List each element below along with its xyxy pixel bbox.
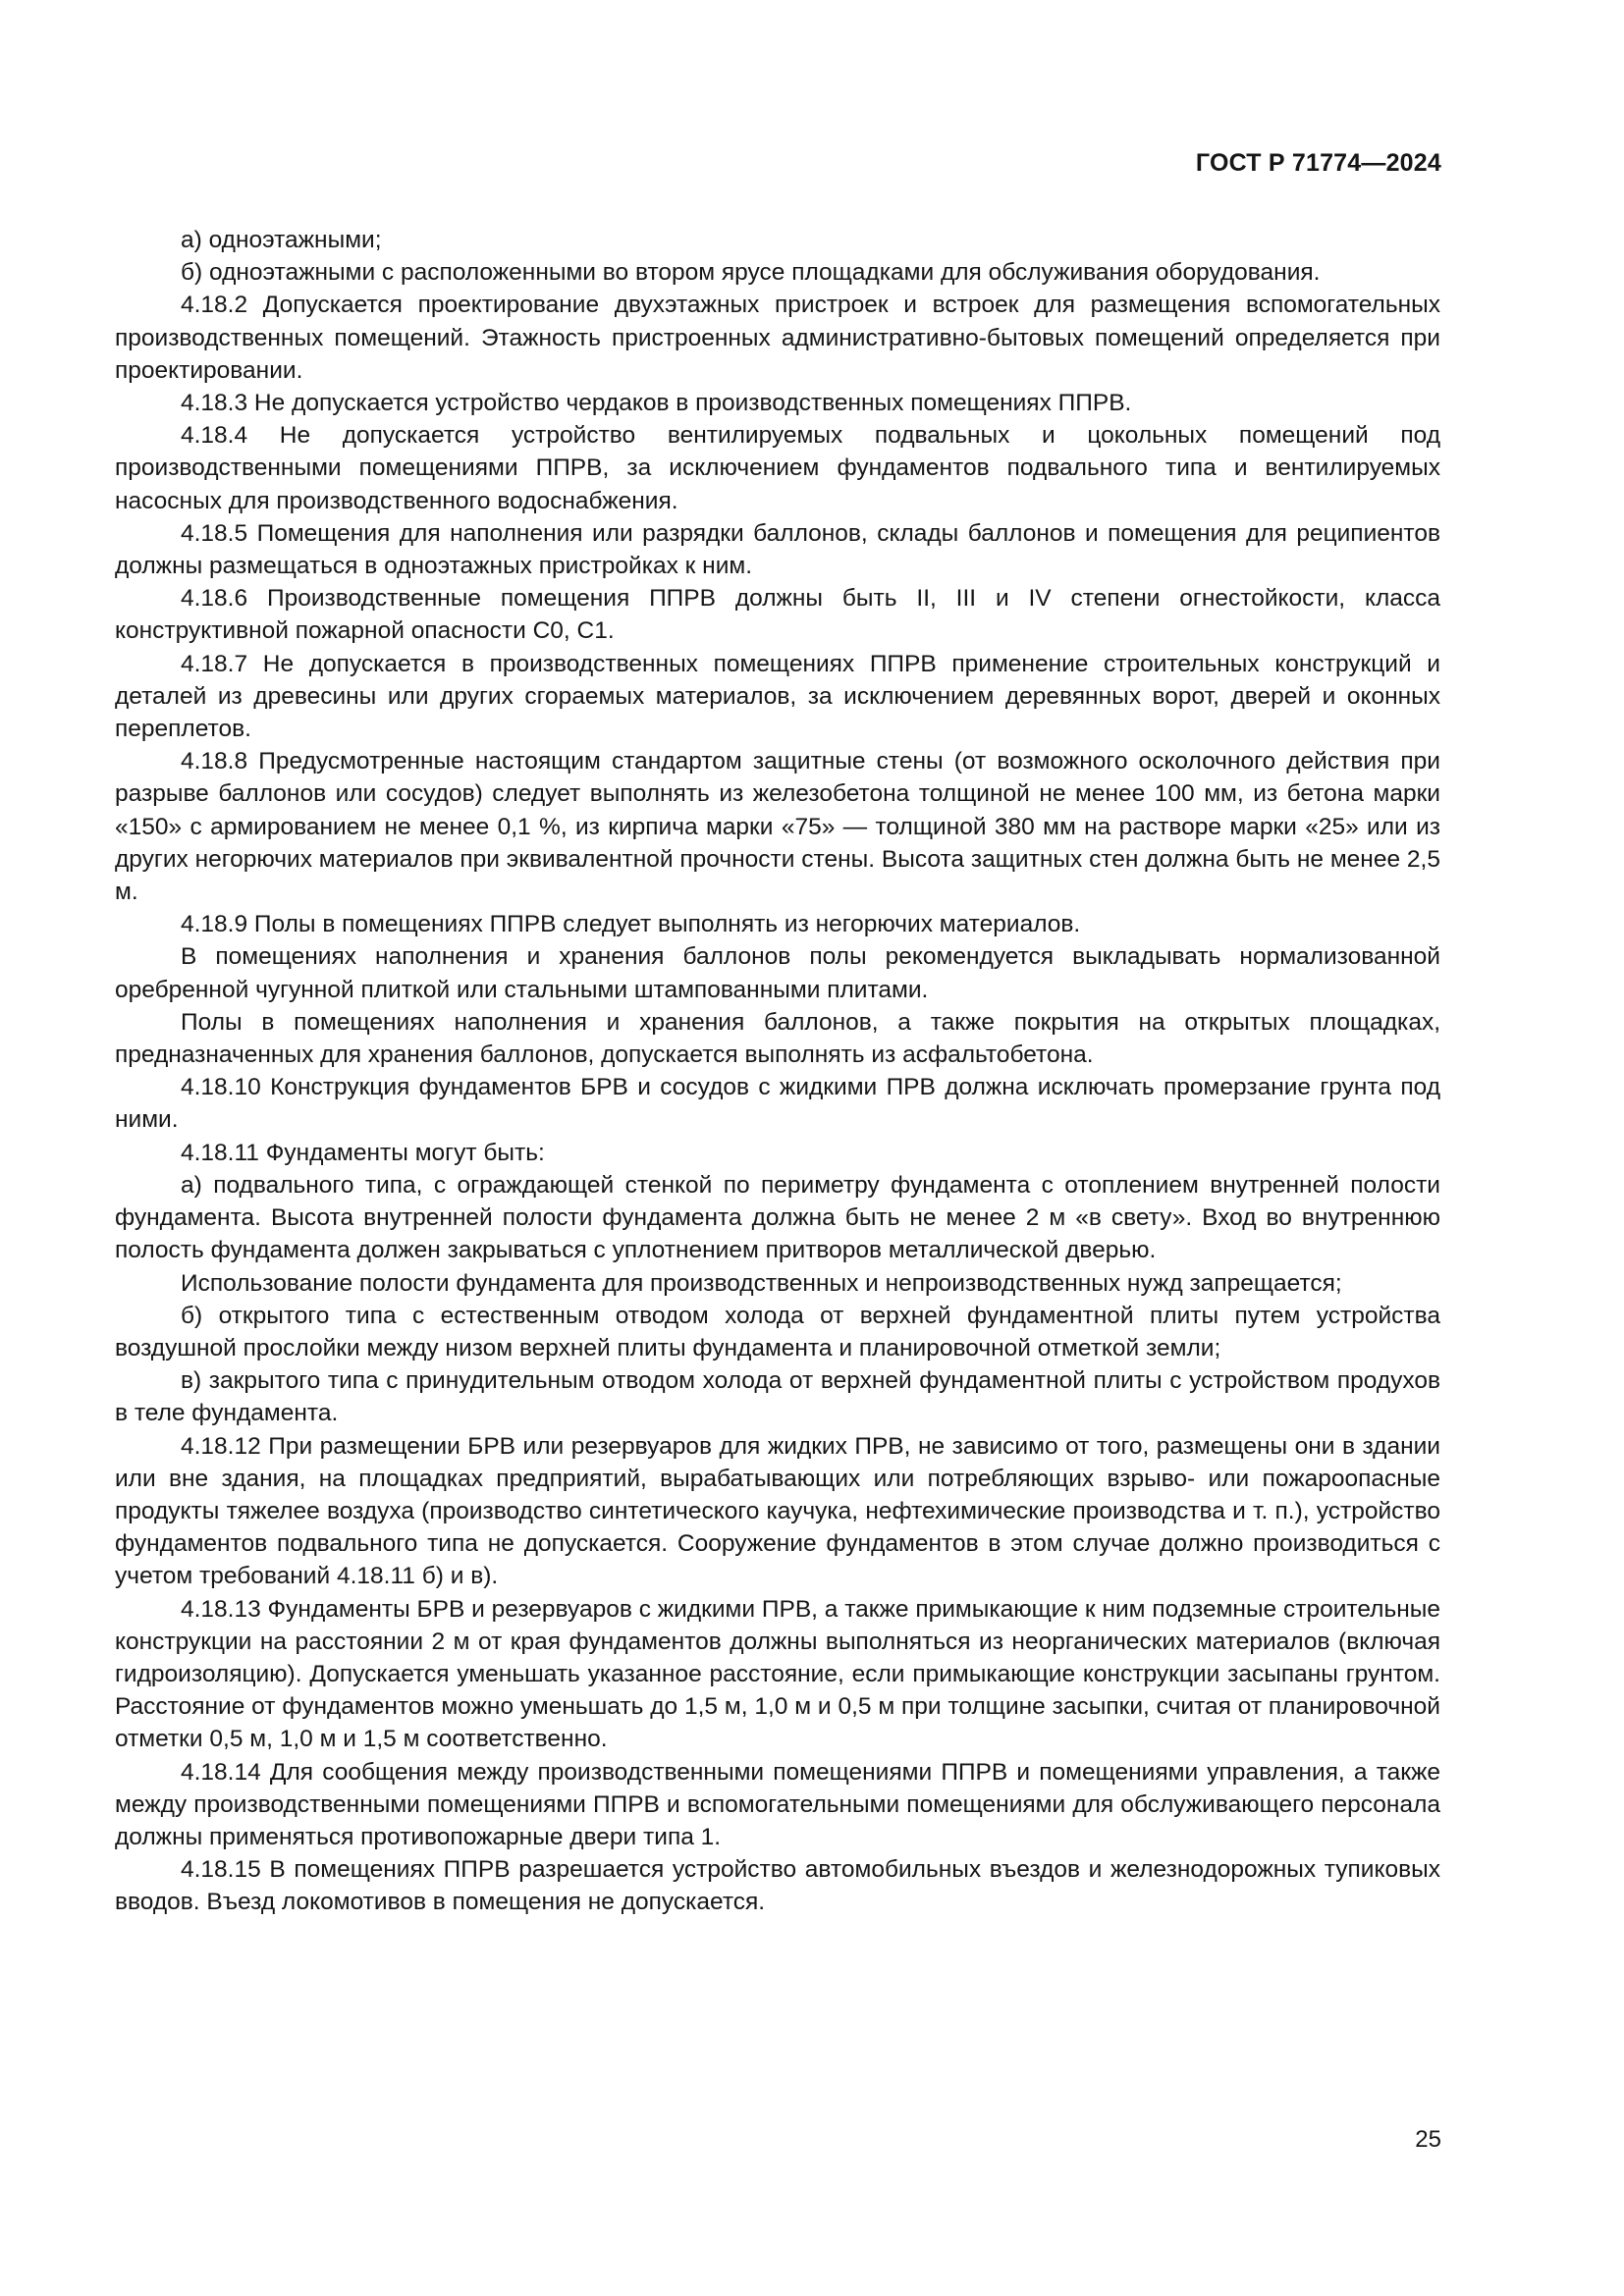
paragraph: 4.18.10 Конструкция фундаментов БРВ и сосудов с жидкими ПРВ должна исключать промерзание грунта под ними.	[115, 1074, 1440, 1134]
paragraph: Использование полости фундамента для производственных и непроизводственных нужд запрещается;	[181, 1269, 1342, 1297]
paragraph: а) подвального типа, с ограждающей стенкой по периметру фундамента с отоплением внутренней полости фундамента. Высота внутренней полости фундамента должна быть не менее 2 м «в свету». Вход во внутреннюю полость фундамента должен закрываться с уплотнением притворов металлической дверью.	[115, 1171, 1440, 1264]
paragraph: 4.18.5 Помещения для наполнения или разрядки баллонов, склады баллонов и помещения для реципиентов должны размещаться в одноэтажных пристройках к ним.	[115, 519, 1440, 580]
page-number: 25	[1415, 2126, 1441, 2153]
paragraph: 4.18.8 Предусмотренные настоящим стандартом защитные стены (от возможного осколочного действия при разрыве баллонов или сосудов) следует выполнять из железобетона толщиной не менее 100 мм, из бетона марки «150» с армированием не менее 0,1 %, из кирпича марки «75» — толщиной 380 мм на растворе марки «25» или из других негорючих материалов при эквивалентной прочности стены. Высота защитных стен должна быть не менее 2,5 м.	[115, 748, 1440, 906]
paragraph: 4.18.7 Не допускается в производственных помещениях ППРВ применение строительных конструкций и деталей из древесины или других сгораемых материалов, за исключением деревянных ворот, дверей и оконных переплетов.	[115, 650, 1440, 743]
paragraph: 4.18.2 Допускается проектирование двухэтажных пристроек и встроек для размещения вспомогательных производственных помещений. Этажность пристроенных административно-бытовых помещений определяется при проектировании.	[115, 292, 1440, 384]
paragraph: Полы в помещениях наполнения и хранения баллонов, а также покрытия на открытых площадках, предназначенных для хранения баллонов, допускается выполнять из асфальтобетона.	[115, 1008, 1440, 1069]
paragraph: в) закрытого типа с принудительным отводом холода от верхней фундаментной плиты с устройством продухов в теле фундамента.	[115, 1367, 1440, 1427]
paragraph: 4.18.13 Фундаменты БРВ и резервуаров с жидкими ПРВ, а также примыкающие к ним подземные строительные конструкции на расстоянии 2 м от края фундаментов должны выполняться из неорганических материалов (включая гидроизоляцию). Допускается уменьшать указанное расстояние, если примыкающие конструкции засыпаны грунтом. Расстояние от фундаментов можно уменьшать до 1,5 м, 1,0 м и 0,5 м при толщине засыпки, считая от планировочной отметки 0,5 м, 1,0 м и 1,5 м соответственно.	[115, 1595, 1440, 1753]
paragraph: 4.18.9 Полы в помещениях ППРВ следует выполнять из негорючих материалов.	[181, 911, 1081, 938]
paragraph: 4.18.3 Не допускается устройство чердаков в производственных помещениях ППРВ.	[181, 390, 1132, 417]
document-body	[115, 224, 1440, 1919]
paragraph: 4.18.14 Для сообщения между производственными помещениями ППРВ и помещениями управления, а также между производственными помещениями ППРВ и вспомогательными помещениями для обслуживающего персонала должны применяться противопожарные двери типа 1.	[115, 1758, 1440, 1850]
paragraph: б) открытого типа с естественным отводом холода от верхней фундаментной плиты путем устройства воздушной прослойки между низом верхней плиты фундамента и планировочной отметкой земли;	[115, 1302, 1440, 1362]
paragraph: а) одноэтажными;	[181, 227, 382, 253]
paragraph: 4.18.11 Фундаменты могут быть:	[181, 1139, 545, 1166]
paragraph: 4.18.12 При размещении БРВ или резервуаров для жидких ПРВ, не зависимо от того, размещены они в здании или вне здания, на площадках предприятий, вырабатывающих или потребляющих взрыво- или пожароопасные продукты тяжелее воздуха (производство синтетического каучука, нефтехимические производства и т. п.), устройство фундаментов подвального типа не допускается. Сооружение фундаментов в этом случае должно производиться с учетом требований 4.18.11 б) и в).	[115, 1432, 1440, 1590]
document-header: ГОСТ Р 71774—2024	[1195, 149, 1441, 177]
paragraph: 4.18.4 Не допускается устройство вентилируемых подвальных и цокольных помещений под производственными помещениями ППРВ, за исключением фундаментов подвального типа и вентилируемых насосных для производственного водоснабжения.	[115, 422, 1440, 514]
paragraph: 4.18.15 В помещениях ППРВ разрешается устройство автомобильных въездов и железнодорожных тупиковых вводов. Въезд локомотивов в помещения не допускается.	[115, 1856, 1440, 1916]
paragraph: 4.18.6 Производственные помещения ППРВ должны быть II, III и IV степени огнестойкости, класса конструктивной пожарной опасности С0, С1.	[115, 585, 1440, 645]
paragraph: б) одноэтажными с расположенными во втором ярусе площадками для обслуживания оборудования.	[181, 259, 1321, 287]
paragraph: В помещениях наполнения и хранения баллонов полы рекомендуется выкладывать нормализованной оребренной чугунной плиткой или стальными штампованными плитами.	[115, 943, 1440, 1003]
